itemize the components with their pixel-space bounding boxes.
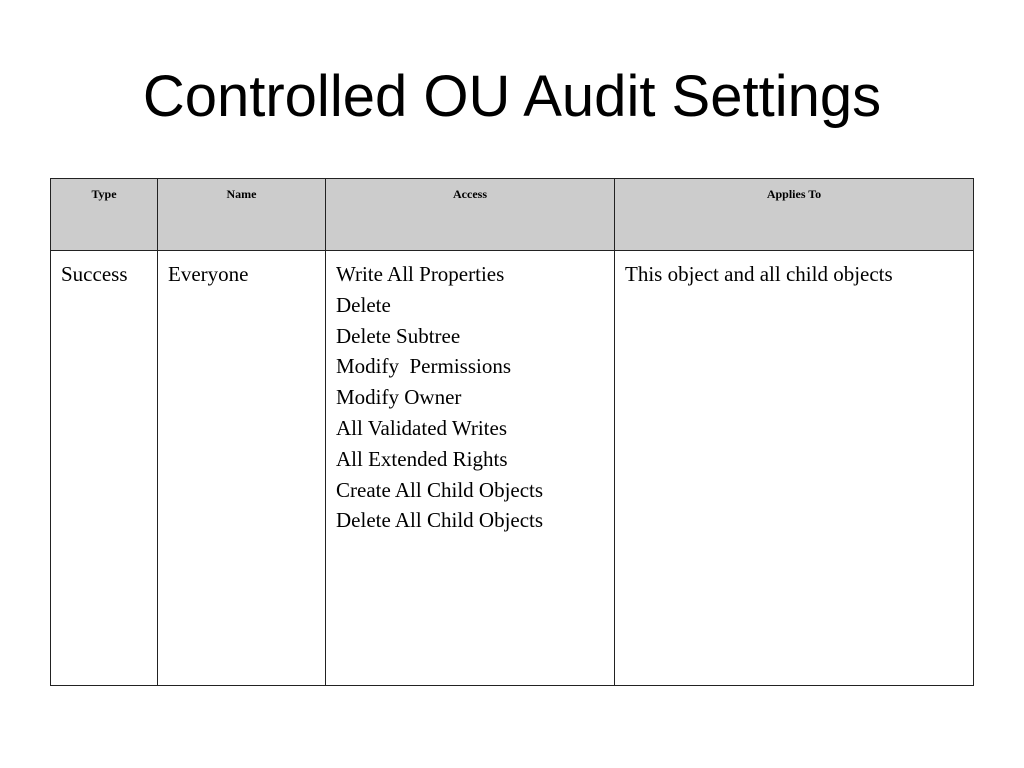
table-row: [51, 251, 974, 686]
cell-name: Everyone: [158, 251, 326, 686]
access-item: Modify Permissions: [336, 354, 512, 379]
header-access: Access: [326, 179, 615, 251]
header-name: Name: [158, 179, 326, 251]
cell-access: [326, 251, 615, 686]
slide-title: Controlled OU Audit Settings: [142, 64, 882, 129]
access-item: Delete Subtree: [336, 323, 461, 348]
access-item: Create All Child Objects: [336, 477, 544, 502]
access-item: Write All Properties: [336, 262, 505, 286]
access-item: Delete: [336, 292, 391, 317]
table-header-row: [51, 179, 974, 251]
access-item: All Validated Writes: [336, 415, 508, 440]
header-type: Type: [51, 179, 158, 251]
access-item: Delete All Child Objects: [336, 508, 544, 533]
header-applies-to: Applies To: [615, 179, 974, 251]
audit-settings-table: [50, 178, 974, 686]
cell-applies-to: This object and all child objects: [615, 251, 974, 686]
access-item: All Extended Rights: [336, 446, 508, 471]
access-list: [336, 259, 604, 536]
cell-type: Success: [51, 251, 158, 686]
access-item: Modify Owner: [336, 385, 462, 410]
